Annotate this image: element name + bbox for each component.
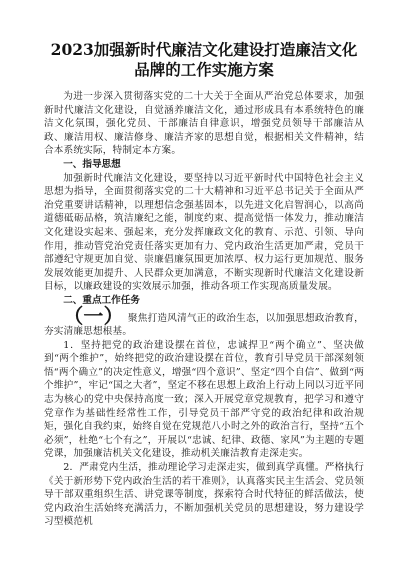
section-1-paragraph: 加强新时代廉洁文化建设，要坚持以习近平新时代中国特色社会主义思想为指导，全面贯彻落实党的二十大精神和习近平总书记关于全面从严治党重要讲话精神，以理想信念强基固本，以先进文化启智润心，以高尚道德砥砺品格，筑洁廉纪之能，制度约束、提高觉悟一体发力，推动廉洁文化建设实起来、强起来，充分发挥廉政文化的教育、示范、引领、导向作用，推动管党治党责任落实更加有力、党内政治生活更加严肃，党员干部遵纪守规更加自觉、崇廉倡廉氛围更加浓厚、权力运行更加规范、服务发展效能更加提升、人民群众更加满意，不断实现新时代廉洁文化建设新目标，以廉政建设的实效展示加强，推动各项工作实现高质量发展。 [44, 172, 364, 293]
item-2-paragraph: 2．严肃党内生活，推动理论学习走深走实，做到真学真懂。严格执行《关于新形势下党内政治生活的若干准则》，认真落实民主生活会、党员领导干部双重组织生活、讲党课等制度，探索符合时代特征的鲜活做法，使党内政治生活始终充满活力，不断加强机关党员的思想建设，努力建设学习型模范机 [44, 462, 364, 528]
item-1-paragraph: 1．坚持把党的政治建设摆在首位，忠诚捍卫“两个确立”、坚决做到“两个维护”，始终把党的政治建设摆在首位，教育引导党员干部深刻领悟“两个确立”的决定性意义，增强“四个意识”、坚定“四个自信”、做到“两个维护”，牢记“国之大者”，坚定不移在思想上政治上行动上同以习近平同志为核心的党中央保持高度一致；深入开展党章党规教育，把学习和遵守党章作为基础性经常性工作，引导党员干部严守党的政治纪律和政治规矩，强化自我约束，始终自觉在党规范八小时之外的政治言行，坚持“五个必须”，杜绝“七个有之”，开展以“忠诚、纪律、政德、家风”为主题的专题党课，加强廉洁机关文化建设，推动机关廉洁教育走深走实。 [44, 339, 364, 460]
subsection-1-paragraph [44, 303, 364, 339]
section-1-heading: 一、指导思想 [63, 158, 121, 170]
subsection-1-marker: （一） [63, 303, 124, 328]
document-title [44, 40, 364, 80]
subsection-1-lead: 聚焦打造风清气正的政治生态，以加强思想政治教育，夯实清廉思想根基。 [44, 312, 364, 338]
section-2-heading: 二、重点工作任务 [63, 294, 140, 306]
title-line-1: 2023加强新时代廉洁文化建设打造廉洁文化 [50, 40, 358, 59]
intro-paragraph: 为进一步深入贯彻落实党的二十大关于全面从严治党总体要求，加强新时代廉洁文化建设，自觉涵养廉洁文化，通过形成具有本系统特色的廉洁文化氛围，强化党员、干部廉洁自律意识，增强党员领导干部廉洁从政、廉洁用权、廉洁修身、廉洁齐家的思想自觉，根据相关文件精神，结合本系统实际，特制定本方案。 [44, 91, 364, 157]
title-line-2: 品牌的工作实施方案 [134, 60, 274, 79]
